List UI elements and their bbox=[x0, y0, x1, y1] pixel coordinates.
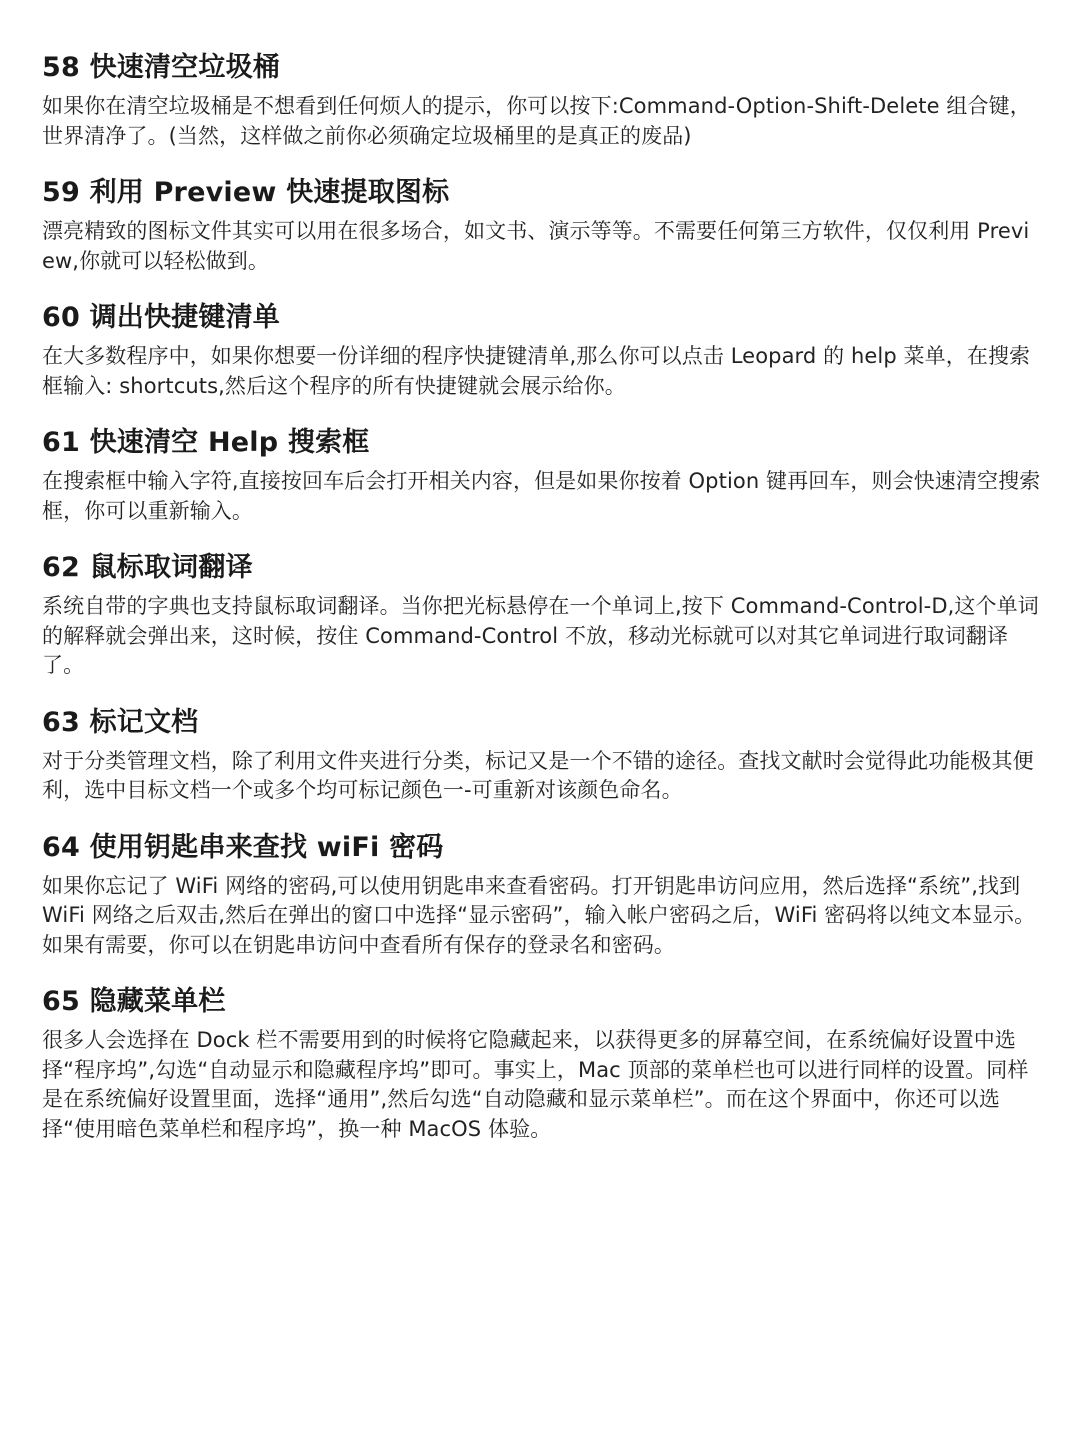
tip-body: 系统自带的字典也支持鼠标取词翻译。当你把光标悬停在一个单词上,按下 Command-Control-D,这个单词的解释就会弹出来，这时候，按住 Command-Control 不放，移动光标就可以对其它单词进行取词翻译了。 bbox=[42, 594, 1039, 677]
tip-title: 58 快速清空垃圾桶 bbox=[42, 52, 280, 83]
tip-title: 60 调出快捷键清单 bbox=[42, 302, 280, 333]
tip-59 bbox=[42, 175, 1042, 276]
tip-65 bbox=[42, 984, 1042, 1144]
tip-title: 61 快速清空 Help 搜索框 bbox=[42, 427, 370, 458]
tip-body: 如果你忘记了 WiFi 网络的密码,可以使用钥匙串来查看密码。打开钥匙串访问应用，然后选择“系统”,找到 WiFi 网络之后双击,然后在弹出的窗口中选择“显示密码”，输入帐户密码之后，WiFi 密码将以纯文本显示。如果有需要，你可以在钥匙串访问中查看所有保存的登录名和密码。 bbox=[42, 873, 1036, 957]
tips-page bbox=[42, 50, 1042, 1168]
tip-title: 64 使用钥匙串来查找 wiFi 密码 bbox=[42, 831, 444, 863]
tip-58 bbox=[42, 50, 1042, 151]
tip-body: 在搜索框中输入字符,直接按回车后会打开相关内容，但是如果你按着 Option 键再回车，则会快速清空搜索框，你可以重新输入。 bbox=[42, 469, 1041, 523]
tip-60 bbox=[42, 300, 1042, 401]
tip-62 bbox=[42, 550, 1042, 681]
tip-body: 对于分类管理文档，除了利用文件夹进行分类，标记又是一个不错的途径。查找文献时会觉得此功能极其便利，选中目标文档一个或多个均可标记颜色一-可重新对该颜色命名。 bbox=[42, 748, 1034, 802]
tip-title: 59 利用 Preview 快速提取图标 bbox=[42, 177, 450, 208]
tip-body: 如果你在清空垃圾桶是不想看到任何烦人的提示，你可以按下:Command-Option-Shift-Delete 组合键，世界清净了。(当然，这样做之前你必须确定垃圾桶里的是真正的废品) bbox=[42, 94, 1031, 148]
tip-title: 63 标记文档 bbox=[42, 706, 199, 738]
tip-body: 在大多数程序中，如果你想要一份详细的程序快捷键清单,那么你可以点击 Leopard 的 help 菜单，在搜索框输入: shortcuts,然后这个程序的所有快捷键就会展示给你。 bbox=[42, 344, 1031, 398]
tip-body: 很多人会选择在 Dock 栏不需要用到的时候将它隐藏起来，以获得更多的屏幕空间，在系统偏好设置中选择“程序坞”,勾选“自动显示和隐藏程序坞”即可。事实上，Mac 顶部的菜单栏也可以进行同样的设置。同样是在系统偏好设置里面，选择“通用”,然后勾选“自动隐藏和显示菜单栏”。而在这个界面中，你还可以选择“使用暗色菜单栏和程序坞”，换一种 MacOS 体验。 bbox=[42, 1028, 1029, 1141]
tip-64 bbox=[42, 830, 1042, 961]
tip-title: 62 鼠标取词翻译 bbox=[42, 552, 253, 583]
tip-61 bbox=[42, 425, 1042, 526]
tip-title: 65 隐藏菜单栏 bbox=[42, 986, 226, 1017]
tip-body: 漂亮精致的图标文件其实可以用在很多场合，如文书、演示等等。不需要任何第三方软件，仅仅利用 Preview,你就可以轻松做到。 bbox=[42, 219, 1030, 273]
tip-63 bbox=[42, 705, 1042, 806]
